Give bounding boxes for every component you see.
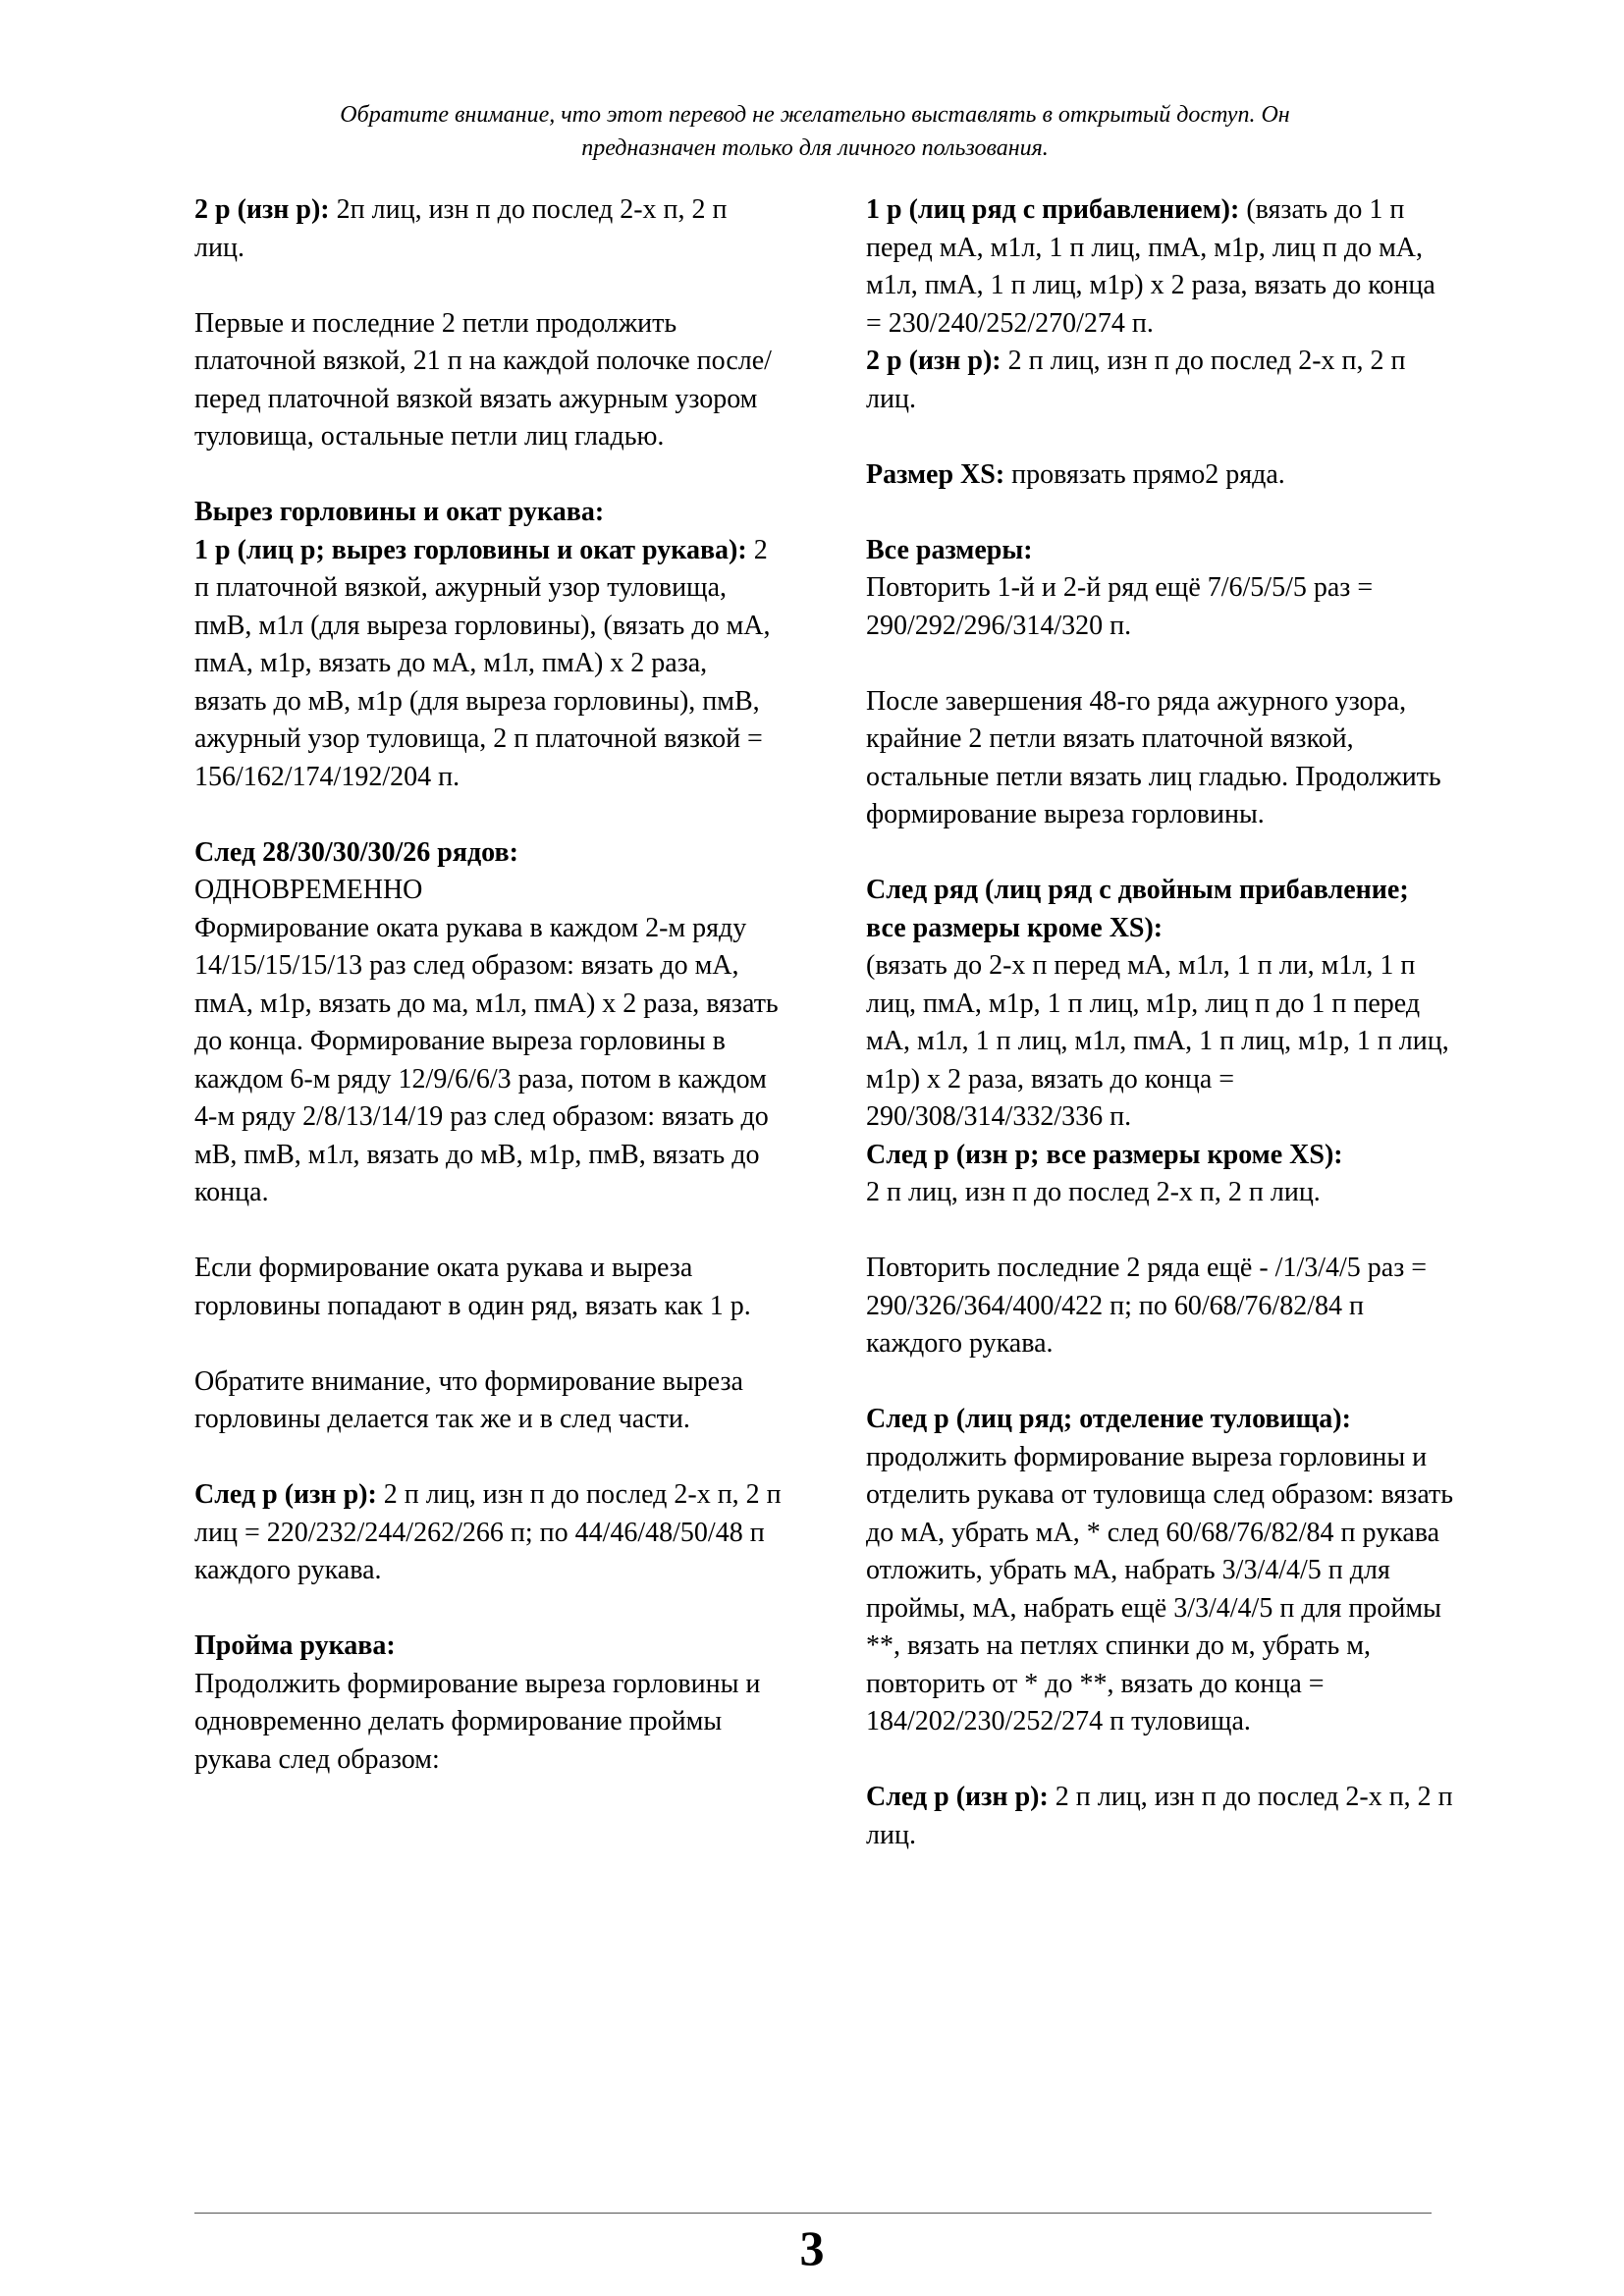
row-text: 2 п лиц, изн п до послед 2-х п, 2 п лиц.: [866, 1782, 1453, 1850]
section-neckline-sleeve-cap: [194, 494, 784, 796]
usage-notice-line1: Обратите внимание, что этот перевод не желательно выставлять в открытый доступ. Он: [340, 102, 1290, 128]
section-subtitle: ОДНОВРЕМЕННО: [194, 875, 423, 905]
instruction-final-wrong-side-row: [866, 1779, 1455, 1854]
paragraph-text: Формирование оката рукава в каждом 2-м ряду 14/15/15/15/13 раз след образом: вязать до мА, пмА, м1р, вязать до ма, м1л, пмА) x 2 раза, вязать до конца. Формирование выреза горловины в каждом 6-м ряду 12/9/6/6/3 раза, потом в каждом 4-м ряду 2/8/13/14/19 раз след образом: вязать до мВ, пмВ, м1л, вязать до мВ, м1р, пмВ, вязать до конца.: [194, 912, 779, 1207]
row-text: (вязать до 2-х п перед мА, м1л, 1 п ли, м1л, 1 п лиц, пмА, м1р, 1 п лиц, м1р, лиц п до 1 п перед мА, м1л, 1 п лиц, м1л, пмА, 1 п лиц, м1р, 1 п лиц, м1р) x 2 раза, вязать до конца = 290/308/314/332/336 п.: [866, 950, 1449, 1132]
row-label: 1 р (лиц ряд с прибавлением):: [866, 194, 1240, 225]
section-title: Пройма рукава:: [194, 1630, 396, 1661]
row-label: 2 р (изн р):: [194, 194, 330, 225]
row-label: След р (изн р):: [866, 1782, 1049, 1812]
instruction-next-row-wrong-side: [194, 1476, 784, 1590]
footer-divider: [194, 2213, 1432, 2214]
paragraph-text: Повторить 1-й и 2-й ряд ещё 7/6/5/5/5 раз = 290/292/296/314/320 п.: [866, 572, 1374, 641]
instruction-edge-stitches: [194, 305, 784, 456]
instruction-body-separation: [866, 1401, 1455, 1741]
paragraph-text: После завершения 48-го ряда ажурного узора, крайние 2 петли вязать платочной вязкой, остальные петли вязать лиц гладью. Продолжить формирование выреза горловины.: [866, 685, 1441, 829]
section-title: Вырез горловины и окат рукава:: [194, 497, 605, 527]
section-armhole: [194, 1628, 784, 1779]
row-text: продолжить формирование выреза горловины и отделить рукава от туловища след образом: вязать до мА, убрать мА, * след 60/68/76/82/84 п рукава отложить, убрать мА, набрать 3/3/4/4/5 п для проймы, мА, набрать ещё 3/3/4/4/5 п для проймы **, вязать на петлях спинки до м, убрать м, повторить от * до **, вязать до конца = 184/202/230/252/274 п туловища.: [866, 1441, 1454, 1736]
row-text: 2 п платочной вязкой, ажурный узор туловища, пмВ, м1л (для выреза горловины), (вязать до мА, пмА, м1р, вязать до мА, м1л, пмА) x 2 раза, вязать до мВ, м1р (для выреза горловины), пмВ, ажурный узор туловища, 2 п платочной вязкой = 156/162/174/192/204 п.: [194, 534, 771, 792]
left-column: [194, 191, 784, 1817]
section-next-rows: [194, 834, 784, 1212]
row-text: 2 п лиц, изн п до послед 2-х п, 2 п лиц = 220/232/244/262/266 п; по 44/46/48/50/48 п каждого рукава.: [194, 1479, 782, 1585]
instruction-repeat-last-rows: [866, 1250, 1455, 1363]
instruction-neckline-note: [194, 1363, 784, 1439]
instruction-increase-rows: [866, 191, 1455, 418]
row-label: 2 р (изн р):: [866, 346, 1001, 376]
row-label: Размер XS:: [866, 458, 1005, 490]
instruction-same-row-note: [194, 1250, 784, 1325]
row-label: След ряд (лиц ряд с двойным прибавление; все размеры кроме XS):: [866, 875, 1409, 943]
paragraph-text: Если формирование оката рукава и выреза горловины попадают в один ряд, вязать как 1 р.: [194, 1253, 751, 1321]
row-text: 2 п лиц, изн п до послед 2-х п, 2 п лиц.: [866, 1177, 1321, 1207]
row-text: провязать прямо2 ряда.: [1004, 458, 1285, 490]
instruction-after-lace-row-48: [866, 683, 1455, 834]
instruction-double-increase: [866, 872, 1455, 1212]
row-text: 2п лиц, изн п до послед 2-х п, 2 п лиц.: [194, 194, 728, 263]
usage-notice-line2: предназначен только для личного пользования.: [581, 135, 1049, 161]
page-number: 3: [799, 2220, 825, 2275]
paragraph-text: Обратите внимание, что формирование выреза горловины делается так же и в след части.: [194, 1365, 743, 1434]
row-label: 1 р (лиц р; вырез горловины и окат рукава):: [194, 534, 747, 565]
row-label: След р (изн р; все размеры кроме XS):: [866, 1139, 1343, 1170]
right-column: [866, 191, 1455, 1893]
section-title: След 28/30/30/30/26 рядов:: [194, 836, 518, 868]
paragraph-text: Первые и последние 2 петли продолжить платочной вязкой, 21 п на каждой полочке после/перед платочной вязкой вязать ажурным узором туловища, остальные петли лиц гладью.: [194, 307, 772, 452]
paragraph-text: Продолжить формирование выреза горловины и одновременно делать формирование проймы рукава след образом:: [194, 1668, 761, 1775]
row-label: След р (лиц ряд; отделение туловища):: [866, 1404, 1351, 1434]
row-text: (вязать до 1 п перед мА, м1л, 1 п лиц, пмА, м1р, лиц п до мА, м1л, пмА, 1 п лиц, м1р) x 2 раза, вязать до конца = 230/240/252/270/274 п.: [866, 194, 1435, 339]
section-all-sizes: [866, 532, 1455, 646]
usage-notice: [177, 98, 1453, 165]
row-label: След р (изн р):: [194, 1479, 377, 1510]
paragraph-text: Повторить последние 2 ряда ещё - /1/3/4/5 раз = 290/326/364/400/422 п; по 60/68/76/82/84 п каждого рукава.: [866, 1253, 1428, 1359]
instruction-row-2-wrong-side: [194, 191, 784, 267]
row-text: 2 п лиц, изн п до послед 2-х п, 2 п лиц.: [866, 346, 1406, 414]
instruction-size-xs: [866, 456, 1455, 495]
section-title: Все размеры:: [866, 534, 1033, 565]
